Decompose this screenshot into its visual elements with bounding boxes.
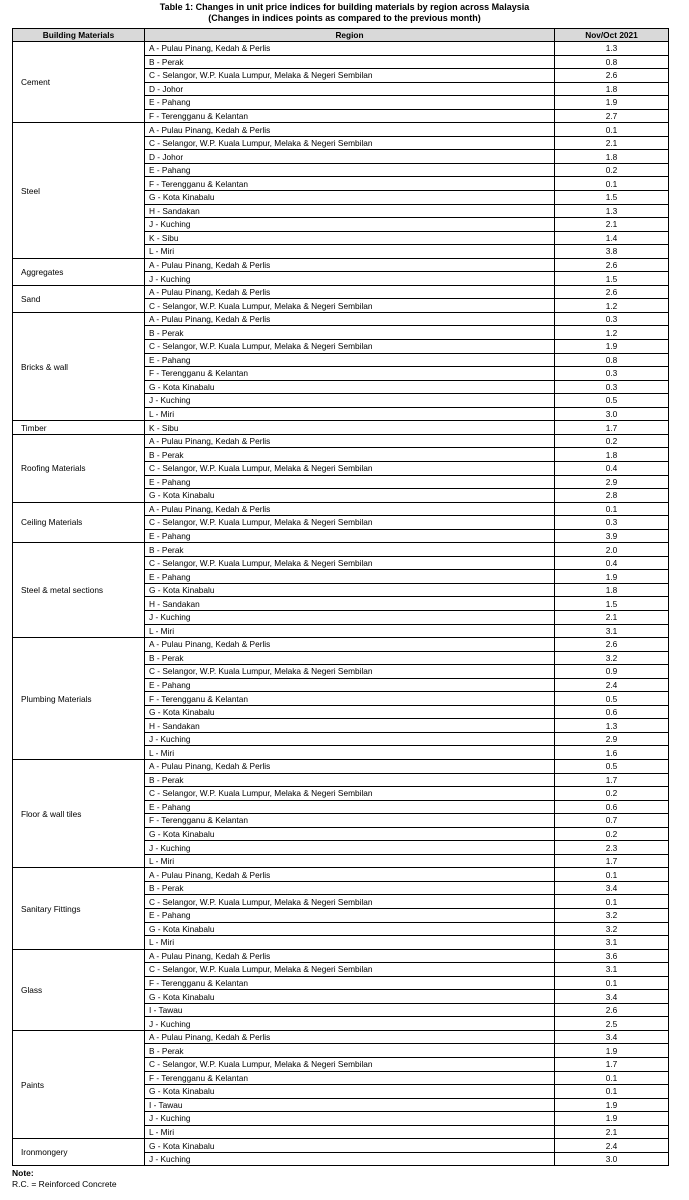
value-cell: 1.6 bbox=[555, 746, 669, 760]
region-cell: E - Pahang bbox=[145, 800, 555, 814]
material-cell: Glass bbox=[13, 949, 145, 1030]
value-cell: 0.1 bbox=[555, 976, 669, 990]
region-cell: A - Pulau Pinang, Kedah & Perlis bbox=[145, 258, 555, 272]
value-cell: 0.8 bbox=[555, 55, 669, 69]
table-body bbox=[13, 42, 669, 1166]
value-cell: 2.3 bbox=[555, 841, 669, 855]
region-cell: L - Miri bbox=[145, 624, 555, 638]
region-cell: F - Terengganu & Kelantan bbox=[145, 367, 555, 381]
region-cell: G - Kota Kinabalu bbox=[145, 827, 555, 841]
header-building-materials: Building Materials bbox=[13, 29, 145, 42]
region-cell: D - Johor bbox=[145, 82, 555, 96]
table-row bbox=[13, 638, 669, 652]
region-cell: A - Pulau Pinang, Kedah & Perlis bbox=[145, 868, 555, 882]
value-cell: 1.3 bbox=[555, 719, 669, 733]
value-cell: 0.1 bbox=[555, 868, 669, 882]
value-cell: 1.9 bbox=[555, 96, 669, 110]
region-cell: J - Kuching bbox=[145, 1112, 555, 1126]
table-row bbox=[13, 759, 669, 773]
region-cell: G - Kota Kinabalu bbox=[145, 1139, 555, 1153]
region-cell: C - Selangor, W.P. Kuala Lumpur, Melaka & Negeri Sembilan bbox=[145, 340, 555, 354]
region-cell: B - Perak bbox=[145, 326, 555, 340]
value-cell: 2.6 bbox=[555, 638, 669, 652]
region-cell: L - Miri bbox=[145, 936, 555, 950]
region-cell: J - Kuching bbox=[145, 272, 555, 286]
value-cell: 0.6 bbox=[555, 800, 669, 814]
region-cell: E - Pahang bbox=[145, 163, 555, 177]
region-cell: H - Sandakan bbox=[145, 204, 555, 218]
value-cell: 0.2 bbox=[555, 827, 669, 841]
value-cell: 2.6 bbox=[555, 69, 669, 83]
value-cell: 3.4 bbox=[555, 881, 669, 895]
table-row bbox=[13, 949, 669, 963]
value-cell: 0.3 bbox=[555, 380, 669, 394]
region-cell: I - Tawau bbox=[145, 1098, 555, 1112]
region-cell: C - Selangor, W.P. Kuala Lumpur, Melaka & Negeri Sembilan bbox=[145, 787, 555, 801]
region-cell: E - Pahang bbox=[145, 475, 555, 489]
value-cell: 1.2 bbox=[555, 326, 669, 340]
value-cell: 1.9 bbox=[555, 1112, 669, 1126]
title-line-1: Table 1: Changes in unit price indices for building materials by region across Malaysia bbox=[159, 2, 530, 12]
value-cell: 1.8 bbox=[555, 583, 669, 597]
region-cell: B - Perak bbox=[145, 881, 555, 895]
material-cell: Ironmongery bbox=[13, 1139, 145, 1166]
value-cell: 3.4 bbox=[555, 990, 669, 1004]
region-cell: C - Selangor, W.P. Kuala Lumpur, Melaka & Negeri Sembilan bbox=[145, 461, 555, 475]
region-cell: L - Miri bbox=[145, 245, 555, 259]
value-cell: 0.2 bbox=[555, 787, 669, 801]
region-cell: B - Perak bbox=[145, 448, 555, 462]
region-cell: L - Miri bbox=[145, 854, 555, 868]
value-cell: 2.4 bbox=[555, 678, 669, 692]
material-cell: Paints bbox=[13, 1030, 145, 1138]
region-cell: K - Sibu bbox=[145, 231, 555, 245]
value-cell: 1.7 bbox=[555, 1058, 669, 1072]
value-cell: 1.7 bbox=[555, 421, 669, 435]
region-cell: C - Selangor, W.P. Kuala Lumpur, Melaka & Negeri Sembilan bbox=[145, 69, 555, 83]
material-cell: Sanitary Fittings bbox=[13, 868, 145, 949]
value-cell: 0.7 bbox=[555, 814, 669, 828]
region-cell: E - Pahang bbox=[145, 678, 555, 692]
region-cell: A - Pulau Pinang, Kedah & Perlis bbox=[145, 1030, 555, 1044]
value-cell: 1.8 bbox=[555, 82, 669, 96]
region-cell: F - Terengganu & Kelantan bbox=[145, 1071, 555, 1085]
region-cell: J - Kuching bbox=[145, 1152, 555, 1166]
material-cell: Roofing Materials bbox=[13, 434, 145, 502]
value-cell: 1.8 bbox=[555, 150, 669, 164]
region-cell: B - Perak bbox=[145, 773, 555, 787]
material-cell: Steel & metal sections bbox=[13, 543, 145, 638]
region-cell: F - Terengganu & Kelantan bbox=[145, 177, 555, 191]
value-cell: 2.8 bbox=[555, 489, 669, 503]
table-header-row bbox=[13, 29, 669, 42]
value-cell: 0.8 bbox=[555, 353, 669, 367]
value-cell: 1.9 bbox=[555, 1044, 669, 1058]
value-cell: 3.4 bbox=[555, 1030, 669, 1044]
price-index-table bbox=[12, 28, 669, 1166]
value-cell: 0.1 bbox=[555, 895, 669, 909]
region-cell: F - Terengganu & Kelantan bbox=[145, 976, 555, 990]
table-row bbox=[13, 123, 669, 137]
value-cell: 1.7 bbox=[555, 773, 669, 787]
region-cell: G - Kota Kinabalu bbox=[145, 583, 555, 597]
region-cell: C - Selangor, W.P. Kuala Lumpur, Melaka & Negeri Sembilan bbox=[145, 895, 555, 909]
value-cell: 1.9 bbox=[555, 1098, 669, 1112]
value-cell: 3.2 bbox=[555, 909, 669, 923]
region-cell: J - Kuching bbox=[145, 1017, 555, 1031]
region-cell: C - Selangor, W.P. Kuala Lumpur, Melaka & Negeri Sembilan bbox=[145, 963, 555, 977]
value-cell: 2.1 bbox=[555, 136, 669, 150]
value-cell: 2.4 bbox=[555, 1139, 669, 1153]
value-cell: 2.6 bbox=[555, 1003, 669, 1017]
value-cell: 2.1 bbox=[555, 218, 669, 232]
region-cell: G - Kota Kinabalu bbox=[145, 705, 555, 719]
table-row bbox=[13, 258, 669, 272]
value-cell: 1.4 bbox=[555, 231, 669, 245]
table-row bbox=[13, 312, 669, 326]
region-cell: H - Sandakan bbox=[145, 597, 555, 611]
region-cell: C - Selangor, W.P. Kuala Lumpur, Melaka & Negeri Sembilan bbox=[145, 516, 555, 530]
region-cell: F - Terengganu & Kelantan bbox=[145, 109, 555, 123]
region-cell: C - Selangor, W.P. Kuala Lumpur, Melaka & Negeri Sembilan bbox=[145, 136, 555, 150]
region-cell: G - Kota Kinabalu bbox=[145, 489, 555, 503]
table-title bbox=[0, 0, 689, 24]
value-cell: 1.3 bbox=[555, 204, 669, 218]
value-cell: 0.3 bbox=[555, 516, 669, 530]
region-cell: A - Pulau Pinang, Kedah & Perlis bbox=[145, 312, 555, 326]
region-cell: E - Pahang bbox=[145, 570, 555, 584]
region-cell: F - Terengganu & Kelantan bbox=[145, 692, 555, 706]
note-section bbox=[12, 1168, 117, 1190]
region-cell: E - Pahang bbox=[145, 909, 555, 923]
region-cell: L - Miri bbox=[145, 746, 555, 760]
region-cell: J - Kuching bbox=[145, 610, 555, 624]
value-cell: 2.5 bbox=[555, 1017, 669, 1031]
region-cell: A - Pulau Pinang, Kedah & Perlis bbox=[145, 638, 555, 652]
region-cell: G - Kota Kinabalu bbox=[145, 1085, 555, 1099]
value-cell: 2.9 bbox=[555, 475, 669, 489]
region-cell: J - Kuching bbox=[145, 841, 555, 855]
value-cell: 0.1 bbox=[555, 502, 669, 516]
value-cell: 3.2 bbox=[555, 651, 669, 665]
table-row bbox=[13, 42, 669, 56]
table-row bbox=[13, 421, 669, 435]
value-cell: 2.6 bbox=[555, 285, 669, 299]
value-cell: 2.1 bbox=[555, 610, 669, 624]
value-cell: 1.8 bbox=[555, 448, 669, 462]
region-cell: E - Pahang bbox=[145, 96, 555, 110]
region-cell: A - Pulau Pinang, Kedah & Perlis bbox=[145, 123, 555, 137]
region-cell: I - Tawau bbox=[145, 1003, 555, 1017]
region-cell: E - Pahang bbox=[145, 529, 555, 543]
table-row bbox=[13, 1030, 669, 1044]
region-cell: B - Perak bbox=[145, 543, 555, 557]
table-row bbox=[13, 543, 669, 557]
region-cell: E - Pahang bbox=[145, 353, 555, 367]
value-cell: 0.5 bbox=[555, 692, 669, 706]
value-cell: 2.1 bbox=[555, 1125, 669, 1139]
region-cell: G - Kota Kinabalu bbox=[145, 191, 555, 205]
value-cell: 0.4 bbox=[555, 461, 669, 475]
material-cell: Ceiling Materials bbox=[13, 502, 145, 543]
value-cell: 2.7 bbox=[555, 109, 669, 123]
region-cell: J - Kuching bbox=[145, 732, 555, 746]
header-region: Region bbox=[145, 29, 555, 42]
value-cell: 3.1 bbox=[555, 936, 669, 950]
value-cell: 0.5 bbox=[555, 394, 669, 408]
value-cell: 3.8 bbox=[555, 245, 669, 259]
region-cell: J - Kuching bbox=[145, 218, 555, 232]
value-cell: 3.6 bbox=[555, 949, 669, 963]
value-cell: 0.3 bbox=[555, 312, 669, 326]
value-cell: 0.2 bbox=[555, 434, 669, 448]
value-cell: 3.1 bbox=[555, 963, 669, 977]
region-cell: G - Kota Kinabalu bbox=[145, 990, 555, 1004]
value-cell: 3.2 bbox=[555, 922, 669, 936]
material-cell: Floor & wall tiles bbox=[13, 759, 145, 867]
value-cell: 1.9 bbox=[555, 340, 669, 354]
region-cell: A - Pulau Pinang, Kedah & Perlis bbox=[145, 42, 555, 56]
value-cell: 0.4 bbox=[555, 556, 669, 570]
value-cell: 3.0 bbox=[555, 1152, 669, 1166]
region-cell: L - Miri bbox=[145, 407, 555, 421]
region-cell: J - Kuching bbox=[145, 394, 555, 408]
value-cell: 3.1 bbox=[555, 624, 669, 638]
value-cell: 0.3 bbox=[555, 367, 669, 381]
value-cell: 0.5 bbox=[555, 759, 669, 773]
region-cell: A - Pulau Pinang, Kedah & Perlis bbox=[145, 285, 555, 299]
value-cell: 0.1 bbox=[555, 177, 669, 191]
value-cell: 0.9 bbox=[555, 665, 669, 679]
table-row bbox=[13, 434, 669, 448]
material-cell: Timber bbox=[13, 421, 145, 435]
value-cell: 0.1 bbox=[555, 1085, 669, 1099]
material-cell: Plumbing Materials bbox=[13, 638, 145, 760]
material-cell: Cement bbox=[13, 42, 145, 123]
region-cell: C - Selangor, W.P. Kuala Lumpur, Melaka & Negeri Sembilan bbox=[145, 299, 555, 313]
value-cell: 3.9 bbox=[555, 529, 669, 543]
material-cell: Aggregates bbox=[13, 258, 145, 285]
material-cell: Steel bbox=[13, 123, 145, 258]
value-cell: 0.6 bbox=[555, 705, 669, 719]
header-nov-oct-2021: Nov/Oct 2021 bbox=[555, 29, 669, 42]
value-cell: 0.1 bbox=[555, 123, 669, 137]
value-cell: 0.2 bbox=[555, 163, 669, 177]
material-cell: Sand bbox=[13, 285, 145, 312]
value-cell: 1.5 bbox=[555, 191, 669, 205]
value-cell: 2.6 bbox=[555, 258, 669, 272]
material-cell: Bricks & wall bbox=[13, 312, 145, 420]
region-cell: A - Pulau Pinang, Kedah & Perlis bbox=[145, 759, 555, 773]
value-cell: 1.2 bbox=[555, 299, 669, 313]
region-cell: C - Selangor, W.P. Kuala Lumpur, Melaka & Negeri Sembilan bbox=[145, 556, 555, 570]
value-cell: 1.9 bbox=[555, 570, 669, 584]
region-cell: B - Perak bbox=[145, 1044, 555, 1058]
value-cell: 1.3 bbox=[555, 42, 669, 56]
value-cell: 1.5 bbox=[555, 597, 669, 611]
title-line-2: (Changes in indices points as compared to the previous month) bbox=[208, 13, 481, 23]
region-cell: C - Selangor, W.P. Kuala Lumpur, Melaka & Negeri Sembilan bbox=[145, 665, 555, 679]
region-cell: G - Kota Kinabalu bbox=[145, 380, 555, 394]
table-row bbox=[13, 1139, 669, 1153]
region-cell: G - Kota Kinabalu bbox=[145, 922, 555, 936]
value-cell: 1.5 bbox=[555, 272, 669, 286]
region-cell: H - Sandakan bbox=[145, 719, 555, 733]
table-row bbox=[13, 285, 669, 299]
region-cell: L - Miri bbox=[145, 1125, 555, 1139]
value-cell: 1.7 bbox=[555, 854, 669, 868]
region-cell: A - Pulau Pinang, Kedah & Perlis bbox=[145, 949, 555, 963]
note-text: R.C. = Reinforced Concrete bbox=[12, 1179, 117, 1189]
region-cell: B - Perak bbox=[145, 651, 555, 665]
region-cell: A - Pulau Pinang, Kedah & Perlis bbox=[145, 434, 555, 448]
table-row bbox=[13, 502, 669, 516]
region-cell: C - Selangor, W.P. Kuala Lumpur, Melaka & Negeri Sembilan bbox=[145, 1058, 555, 1072]
value-cell: 2.0 bbox=[555, 543, 669, 557]
value-cell: 3.0 bbox=[555, 407, 669, 421]
value-cell: 0.1 bbox=[555, 1071, 669, 1085]
region-cell: K - Sibu bbox=[145, 421, 555, 435]
region-cell: D - Johor bbox=[145, 150, 555, 164]
note-label: Note: bbox=[12, 1168, 34, 1178]
region-cell: B - Perak bbox=[145, 55, 555, 69]
region-cell: A - Pulau Pinang, Kedah & Perlis bbox=[145, 502, 555, 516]
value-cell: 2.9 bbox=[555, 732, 669, 746]
region-cell: F - Terengganu & Kelantan bbox=[145, 814, 555, 828]
table-row bbox=[13, 868, 669, 882]
